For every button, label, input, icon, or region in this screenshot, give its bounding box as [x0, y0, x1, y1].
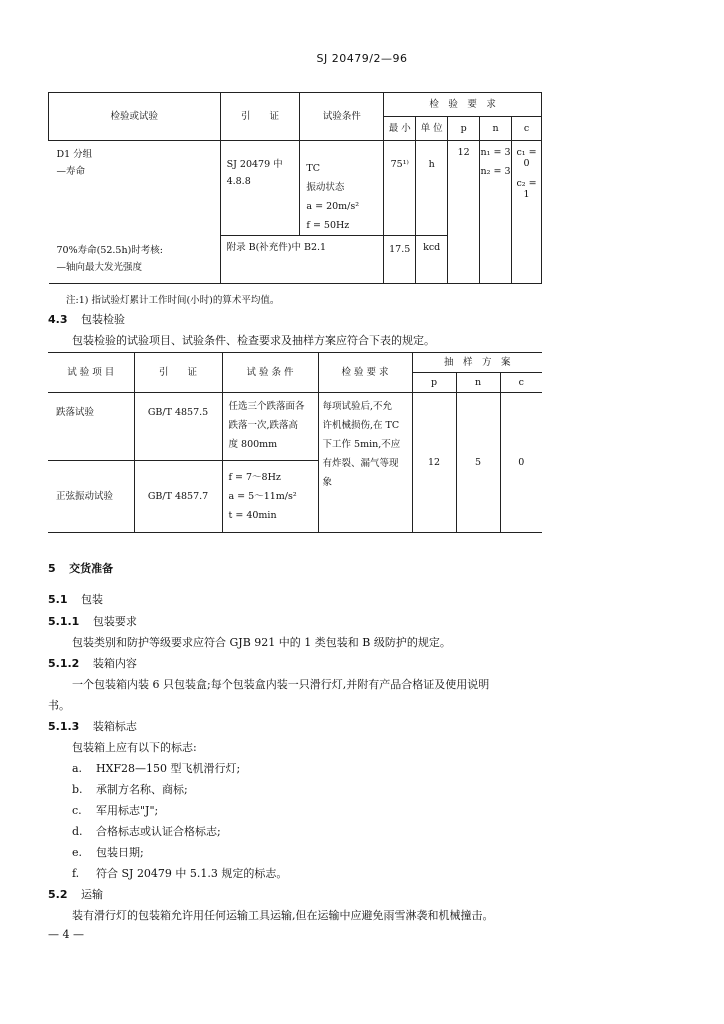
list-mark: d.: [72, 825, 83, 838]
t2-req-a: 每项试验后,不允: [322, 401, 393, 412]
row1-item-a: D1 分组: [56, 149, 93, 160]
mark-list-item: [72, 781, 188, 797]
section-5-1-title: 包装: [81, 593, 103, 606]
t2-c: 0: [500, 393, 542, 533]
section-5: [48, 560, 113, 576]
table-note: 注:1) 指试验灯累计工作时间(小时)的算术平均值。: [66, 295, 280, 306]
section-5-1-2-text-a: 一个包装箱内装 6 只包装盒;每个包装盒内装一只滑行灯,并附有产品合格证及使用说明: [72, 678, 490, 691]
row1-p: 12: [448, 141, 480, 284]
sub-c: c: [512, 117, 542, 141]
section-5-title: 交货准备: [69, 562, 114, 575]
section-4-3-num: 4.3: [48, 313, 68, 326]
section-5-2-num: 5.2: [48, 888, 68, 901]
t2-row1-cond-c: 度 800mm: [228, 439, 278, 450]
row2-ref: 附录 B(补充件)中 B2.1: [220, 236, 384, 284]
sub-unit: 单 位: [416, 117, 448, 141]
t2-sub-n: n: [456, 373, 500, 393]
row1-c2: c₂ = 1: [516, 177, 537, 201]
row1-n: [480, 141, 512, 284]
col-req-header: 检 验 要 求: [384, 93, 542, 117]
row1-item: [49, 141, 221, 236]
row1-cond-d: f = 50Hz: [306, 220, 350, 231]
section-5-1-1-num: 5.1.1: [48, 615, 80, 628]
row1-cond-a: TC: [306, 163, 321, 174]
page-number: — 4 —: [48, 928, 84, 941]
t2-row2-item: 正弦振动试验: [48, 461, 134, 533]
t2-col-item: 试 验 项 目: [48, 353, 134, 393]
page-header: SJ 20479/2—96: [316, 52, 408, 65]
row2-unit: kcd: [416, 236, 448, 284]
section-5-1-1-text: 包装类别和防护等级要求应符合 GJB 921 中的 1 类包装和 B 级防护的规定。: [72, 636, 451, 649]
col-item-header: 检验或试验: [49, 93, 221, 141]
row1-item-b: —寿命: [56, 166, 86, 178]
section-5-1-3-title: 装箱标志: [92, 720, 137, 733]
mark-list-item: [72, 844, 144, 860]
section-5-2: [48, 886, 103, 902]
t2-row1-ref: GB/T 4857.5: [134, 393, 222, 461]
row1-c: [512, 141, 542, 284]
row1-n1: n₁ = 3: [480, 147, 511, 158]
section-5-1: [48, 591, 103, 607]
section-5-1-3: [48, 718, 137, 734]
list-text: 符合 SJ 20479 中 5.1.3 规定的标志。: [96, 867, 288, 880]
t2-req-c: 下工作 5min,不应: [322, 439, 401, 450]
row1-ref-b: 4.8.8: [226, 176, 251, 188]
row1-ref-a: SJ 20479 中: [226, 159, 283, 170]
section-5-1-2: [48, 655, 137, 671]
t2-col-req: 检 验 要 求: [318, 353, 412, 393]
mark-list-item: [72, 802, 158, 818]
t2-row1-cond-b: 跌落一次,跌落高: [228, 420, 299, 431]
row1-cond-b: 振动状态: [306, 182, 345, 193]
list-text: 军用标志"J";: [96, 804, 159, 817]
t2-row1-item: 跌落试验: [48, 393, 134, 461]
col-ref-header: 引 证: [220, 93, 300, 141]
section-5-1-1-title: 包装要求: [92, 615, 137, 628]
section-4-3-title: 包装检验: [81, 313, 125, 326]
section-4-3: [48, 311, 125, 327]
section-5-2-text: 装有滑行灯的包装箱允许用任何运输工具运输,但在运输中应避免雨雪淋袭和机械撞击。: [72, 909, 494, 922]
t2-req-e: 象: [322, 477, 333, 488]
t2-row2-cond-b: a = 5～11m/s²: [228, 491, 297, 502]
t2-row2-ref: GB/T 4857.7: [134, 461, 222, 533]
t2-req-b: 许机械损伤,在 TC: [322, 420, 400, 431]
row2-min: 17.5: [384, 236, 416, 284]
section-5-2-title: 运输: [81, 888, 103, 901]
inspection-table: [48, 92, 542, 284]
sub-n: n: [480, 117, 512, 141]
t2-sub-c: c: [500, 373, 542, 393]
t2-n: 5: [456, 393, 500, 533]
row2-item-b: —轴向最大发光强度: [56, 262, 143, 274]
t2-sub-p: p: [412, 373, 456, 393]
section-5-1-1: [48, 613, 137, 629]
t2-req-d: 有炸裂、漏气等现: [322, 458, 399, 469]
packaging-table: [48, 352, 542, 533]
row1-cond: [300, 141, 384, 236]
list-mark: a.: [72, 762, 83, 775]
mark-list-item: [72, 823, 221, 839]
col-cond-header: 试验条件: [300, 93, 384, 141]
mark-list-item: [72, 760, 240, 776]
t2-p: 12: [412, 393, 456, 533]
section-5-1-2-text-b: 书。: [48, 699, 70, 712]
t2-row2-cond: [222, 461, 318, 533]
list-text: 承制方名称、商标;: [96, 783, 188, 796]
row1-ref: [220, 141, 300, 236]
section-5-1-num: 5.1: [48, 593, 68, 606]
t2-row1-cond-a: 任选三个跌落面各: [228, 401, 305, 412]
section-5-1-3-text: 包装箱上应有以下的标志:: [72, 741, 197, 754]
t2-col-cond: 试 验 条 件: [222, 353, 318, 393]
section-4-3-text: 包装检验的试验项目、试验条件、检查要求及抽样方案应符合下表的规定。: [72, 334, 435, 347]
t2-col-plan: 抽 样 方 案: [412, 353, 542, 373]
list-mark: e.: [72, 846, 83, 859]
list-text: HXF28—150 型飞机滑行灯;: [96, 762, 241, 775]
section-5-num: 5: [48, 562, 56, 575]
section-5-1-2-title: 装箱内容: [92, 657, 137, 670]
sub-p: p: [448, 117, 480, 141]
t2-row2-cond-c: t = 40min: [228, 510, 277, 521]
list-mark: b.: [72, 783, 83, 796]
section-5-1-2-num: 5.1.2: [48, 657, 80, 670]
t2-row2-cond-a: f = 7～8Hz: [228, 472, 281, 483]
list-text: 合格标志或认证合格标志;: [96, 825, 221, 838]
t2-col-ref: 引 证: [134, 353, 222, 393]
section-5-1-3-num: 5.1.3: [48, 720, 80, 733]
mark-list-item: [72, 865, 287, 881]
list-mark: c.: [72, 804, 82, 817]
t2-req: [318, 393, 412, 533]
sub-min: 最 小: [384, 117, 416, 141]
t2-row1-cond: [222, 393, 318, 461]
row2-item-a: 70%寿命(52.5h)时考核:: [56, 244, 163, 256]
row1-n2: n₂ = 3: [480, 166, 511, 178]
row1-c1: c₁ = 0: [516, 147, 537, 170]
row1-min: 75¹⁾: [384, 141, 416, 236]
row1-cond-c: a = 20m/s²: [306, 201, 360, 212]
row1-unit: h: [416, 141, 448, 236]
list-text: 包装日期;: [96, 846, 144, 859]
row2-item: [49, 236, 221, 284]
list-mark: f.: [72, 867, 80, 880]
